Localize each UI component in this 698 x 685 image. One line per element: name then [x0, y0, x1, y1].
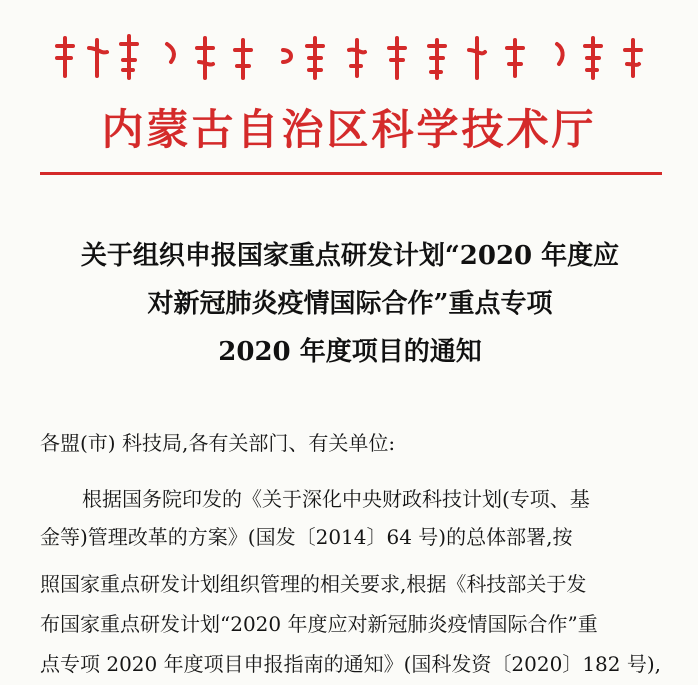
- document-title: [30, 232, 670, 376]
- body-line: 点专项 2020 年度项目申报指南的通知》(国科发资〔2020〕182 号),: [40, 652, 662, 676]
- agency-name: 内蒙古自治区科学技术厅: [101, 105, 597, 154]
- letterhead-divider: [40, 172, 662, 175]
- body-line: 布国家重点研发计划“2020 年度应对新冠肺炎疫情国际合作”重: [40, 612, 598, 636]
- salutation: 各盟(市) 科技局,各有关部门、有关单位:: [40, 431, 396, 455]
- title-line: 对新冠肺炎疫情国际合作”重点专项: [147, 289, 553, 319]
- mongolian-script-heading: [45, 30, 655, 88]
- body-line: 根据国务院印发的《关于深化中央财政科技计划(专项、基: [82, 487, 590, 511]
- body-line: 金等)管理改革的方案》(国发〔2014〕64 号)的总体部署,按: [40, 525, 573, 549]
- body-line: 照国家重点研发计划组织管理的相关要求,根据《科技部关于发: [40, 572, 587, 596]
- title-line: 关于组织申报国家重点研发计划“2020 年度应: [80, 241, 620, 271]
- title-line: 2020 年度项目的通知: [218, 337, 482, 367]
